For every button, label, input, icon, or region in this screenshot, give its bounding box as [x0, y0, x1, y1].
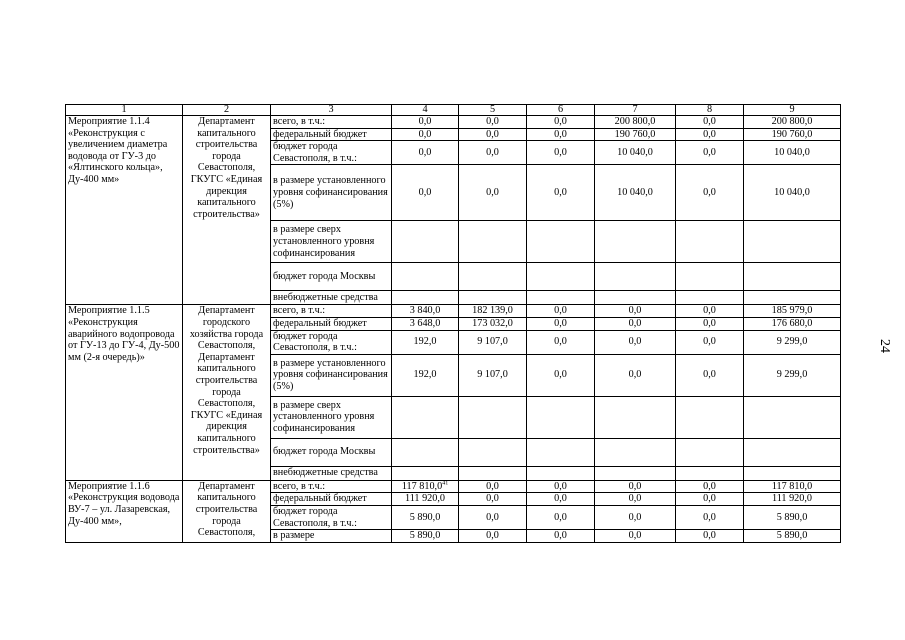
amount-cell: 176 680,0	[744, 317, 841, 330]
funding-source: федеральный бюджет	[271, 317, 392, 330]
amount-cell: 0,0	[676, 493, 744, 506]
amount-cell: 0,0	[595, 305, 676, 318]
amount-cell: 0,0	[527, 116, 595, 129]
amount-cell	[459, 221, 527, 263]
amount-cell: 0,0	[459, 493, 527, 506]
funding-source: федеральный бюджет	[271, 128, 392, 141]
amount-cell: 0,0	[595, 317, 676, 330]
amount-cell: 0,0	[595, 330, 676, 354]
amount-cell: 0,0	[676, 165, 744, 221]
amount-cell: 117 810,0	[744, 480, 841, 493]
amount-cell: 3 840,0	[392, 305, 459, 318]
amount-cell: 0,0	[676, 330, 744, 354]
amount-cell	[392, 396, 459, 438]
header-cell: 9	[744, 105, 841, 116]
amount-cell: 0,0	[527, 128, 595, 141]
amount-cell	[595, 263, 676, 291]
amount-cell	[744, 466, 841, 480]
amount-cell	[459, 438, 527, 466]
amount-cell	[676, 221, 744, 263]
amount-cell: 0,0	[676, 505, 744, 529]
amount-cell	[676, 438, 744, 466]
amount-cell: 10 040,0	[744, 165, 841, 221]
amount-cell: 0,0	[527, 317, 595, 330]
header-cell: 4	[392, 105, 459, 116]
amount-cell	[527, 396, 595, 438]
amount-cell: 9 299,0	[744, 330, 841, 354]
funding-source: бюджет города Москвы	[271, 438, 392, 466]
amount-cell: 0,0	[459, 505, 527, 529]
amount-cell: 9 107,0	[459, 354, 527, 396]
amount-cell: 0,0	[459, 128, 527, 141]
header-cell: 8	[676, 105, 744, 116]
amount-cell	[459, 263, 527, 291]
amount-cell: 200 800,0	[595, 116, 676, 129]
amount-cell: 3 648,0	[392, 317, 459, 330]
amount-cell	[744, 221, 841, 263]
executor: Департамент капитального строительства города Севастополя, ГКУГС «Единая дирекция капитального строительства»	[183, 116, 271, 305]
header-cell: 1	[66, 105, 183, 116]
funding-source: в размере установленного уровня софинансирования (5%)	[271, 354, 392, 396]
amount-cell: 190 760,0	[595, 128, 676, 141]
funding-source: бюджет города Севастополя, в т.ч.:	[271, 505, 392, 529]
amount-cell: 0,0	[676, 317, 744, 330]
amount-cell: 0,0	[676, 480, 744, 493]
header-cell: 2	[183, 105, 271, 116]
amount-cell: 0,0	[527, 141, 595, 165]
amount-cell: 192,0	[392, 330, 459, 354]
amount-cell	[744, 438, 841, 466]
amount-cell: 0,0	[392, 165, 459, 221]
amount-cell: 0,0	[459, 480, 527, 493]
amount-cell: 0,0	[459, 530, 527, 543]
amount-cell: 0,0	[676, 305, 744, 318]
amount-cell: 5 890,0	[744, 505, 841, 529]
amount-cell: 5 890,0	[392, 505, 459, 529]
amount-cell	[744, 396, 841, 438]
funding-source: в размере сверх установленного уровня софинансирования	[271, 396, 392, 438]
amount-cell: 0,0	[595, 505, 676, 529]
amount-cell: 0,0	[459, 165, 527, 221]
amount-cell: 0,0	[676, 128, 744, 141]
funding-source: всего, в т.ч.:	[271, 116, 392, 129]
funding-source: бюджет города Севастополя, в т.ч.:	[271, 141, 392, 165]
event-name: Мероприятие 1.1.6 «Реконструкция водовода ВУ-7 – ул. Лазаревская, Ду-400 мм»,	[66, 480, 183, 542]
amount-cell	[392, 466, 459, 480]
amount-cell: 0,0	[527, 480, 595, 493]
funding-source: в размере сверх установленного уровня софинансирования	[271, 221, 392, 263]
amount-cell: 0,0	[595, 354, 676, 396]
event-name: Мероприятие 1.1.4 «Реконструкция с увеличением диаметра водовода от ГУ-3 до «Ялтинского кольца», Ду-400 мм»	[66, 116, 183, 305]
table-row	[66, 305, 841, 318]
amount-cell: 0,0	[527, 165, 595, 221]
amount-cell	[595, 396, 676, 438]
amount-cell: 0,0	[527, 330, 595, 354]
amount-cell: 182 139,0	[459, 305, 527, 318]
amount-cell	[527, 466, 595, 480]
amount-cell	[527, 221, 595, 263]
amount-cell: 192,0	[392, 354, 459, 396]
funding-source: в размере установленного уровня софинансирования (5%)	[271, 165, 392, 221]
amount-cell	[392, 221, 459, 263]
funding-source: внебюджетные средства	[271, 466, 392, 480]
amount-cell	[595, 466, 676, 480]
executor: Департамент городского хозяйства города Севастополя, Департамент капитального строительства города Севастополя, ГКУГС «Единая дирекция капитального строительства»	[183, 305, 271, 480]
header-cell: 7	[595, 105, 676, 116]
header-cell: 5	[459, 105, 527, 116]
amount-cell	[676, 466, 744, 480]
header-row	[66, 105, 841, 116]
amount-cell: 10 040,0	[744, 141, 841, 165]
amount-cell: 0,0	[459, 141, 527, 165]
amount-cell: 117 810,0$^{41}$	[392, 480, 459, 493]
amount-cell: 9 299,0	[744, 354, 841, 396]
amount-cell: 0,0	[527, 354, 595, 396]
header-cell: 6	[527, 105, 595, 116]
amount-cell: 5 890,0	[744, 530, 841, 543]
amount-cell: 0,0	[676, 116, 744, 129]
amount-cell: 111 920,0	[392, 493, 459, 506]
amount-cell	[676, 263, 744, 291]
amount-cell: 0,0	[527, 305, 595, 318]
amount-cell: 0,0	[459, 116, 527, 129]
header-cell: 3	[271, 105, 392, 116]
amount-cell	[744, 263, 841, 291]
amount-cell: 0,0	[527, 493, 595, 506]
table-row	[66, 480, 841, 493]
amount-cell: 0,0	[527, 505, 595, 529]
amount-cell: 185 979,0	[744, 305, 841, 318]
amount-cell: 10 040,0	[595, 141, 676, 165]
amount-cell	[527, 291, 595, 305]
amount-cell	[676, 396, 744, 438]
amount-cell	[459, 396, 527, 438]
amount-cell: 0,0	[392, 116, 459, 129]
amount-cell	[392, 438, 459, 466]
amount-cell: 190 760,0	[744, 128, 841, 141]
amount-cell: 200 800,0	[744, 116, 841, 129]
amount-cell	[527, 263, 595, 291]
page-number: 24	[877, 339, 892, 353]
funding-source: всего, в т.ч.:	[271, 305, 392, 318]
amount-cell	[595, 221, 676, 263]
amount-cell	[392, 263, 459, 291]
amount-cell: 9 107,0	[459, 330, 527, 354]
amount-cell	[744, 291, 841, 305]
executor: Департамент капитального строительства города Севастополя,	[183, 480, 271, 542]
amount-cell	[392, 291, 459, 305]
amount-cell: 111 920,0	[744, 493, 841, 506]
program-funding-table	[65, 104, 841, 543]
table-row	[66, 116, 841, 129]
amount-cell	[676, 291, 744, 305]
amount-cell: 0,0	[527, 530, 595, 543]
funding-source: в размере	[271, 530, 392, 543]
amount-cell: 0,0	[595, 480, 676, 493]
event-name: Мероприятие 1.1.5 «Реконструкция аварийного водопровода от ГУ-13 до ГУ-4, Ду-500 мм (2-я очередь)»	[66, 305, 183, 480]
amount-cell: 0,0	[595, 493, 676, 506]
footnote-mark: 41	[442, 480, 449, 487]
amount-cell: 0,0	[595, 530, 676, 543]
amount-cell	[595, 291, 676, 305]
amount-cell: 0,0	[392, 128, 459, 141]
amount-cell: 173 032,0	[459, 317, 527, 330]
amount-cell	[527, 438, 595, 466]
funding-source: внебюджетные средства	[271, 291, 392, 305]
amount-cell	[459, 466, 527, 480]
amount-cell: 10 040,0	[595, 165, 676, 221]
amount-cell: 0,0	[676, 354, 744, 396]
amount-cell	[595, 438, 676, 466]
amount-cell: 0,0	[392, 141, 459, 165]
funding-source: всего, в т.ч.:	[271, 480, 392, 493]
amount-cell: 0,0	[676, 530, 744, 543]
funding-source: бюджет города Севастополя, в т.ч.:	[271, 330, 392, 354]
amount-cell: 0,0	[676, 141, 744, 165]
funding-source: бюджет города Москвы	[271, 263, 392, 291]
amount-cell: 5 890,0	[392, 530, 459, 543]
amount-cell	[459, 291, 527, 305]
funding-source: федеральный бюджет	[271, 493, 392, 506]
